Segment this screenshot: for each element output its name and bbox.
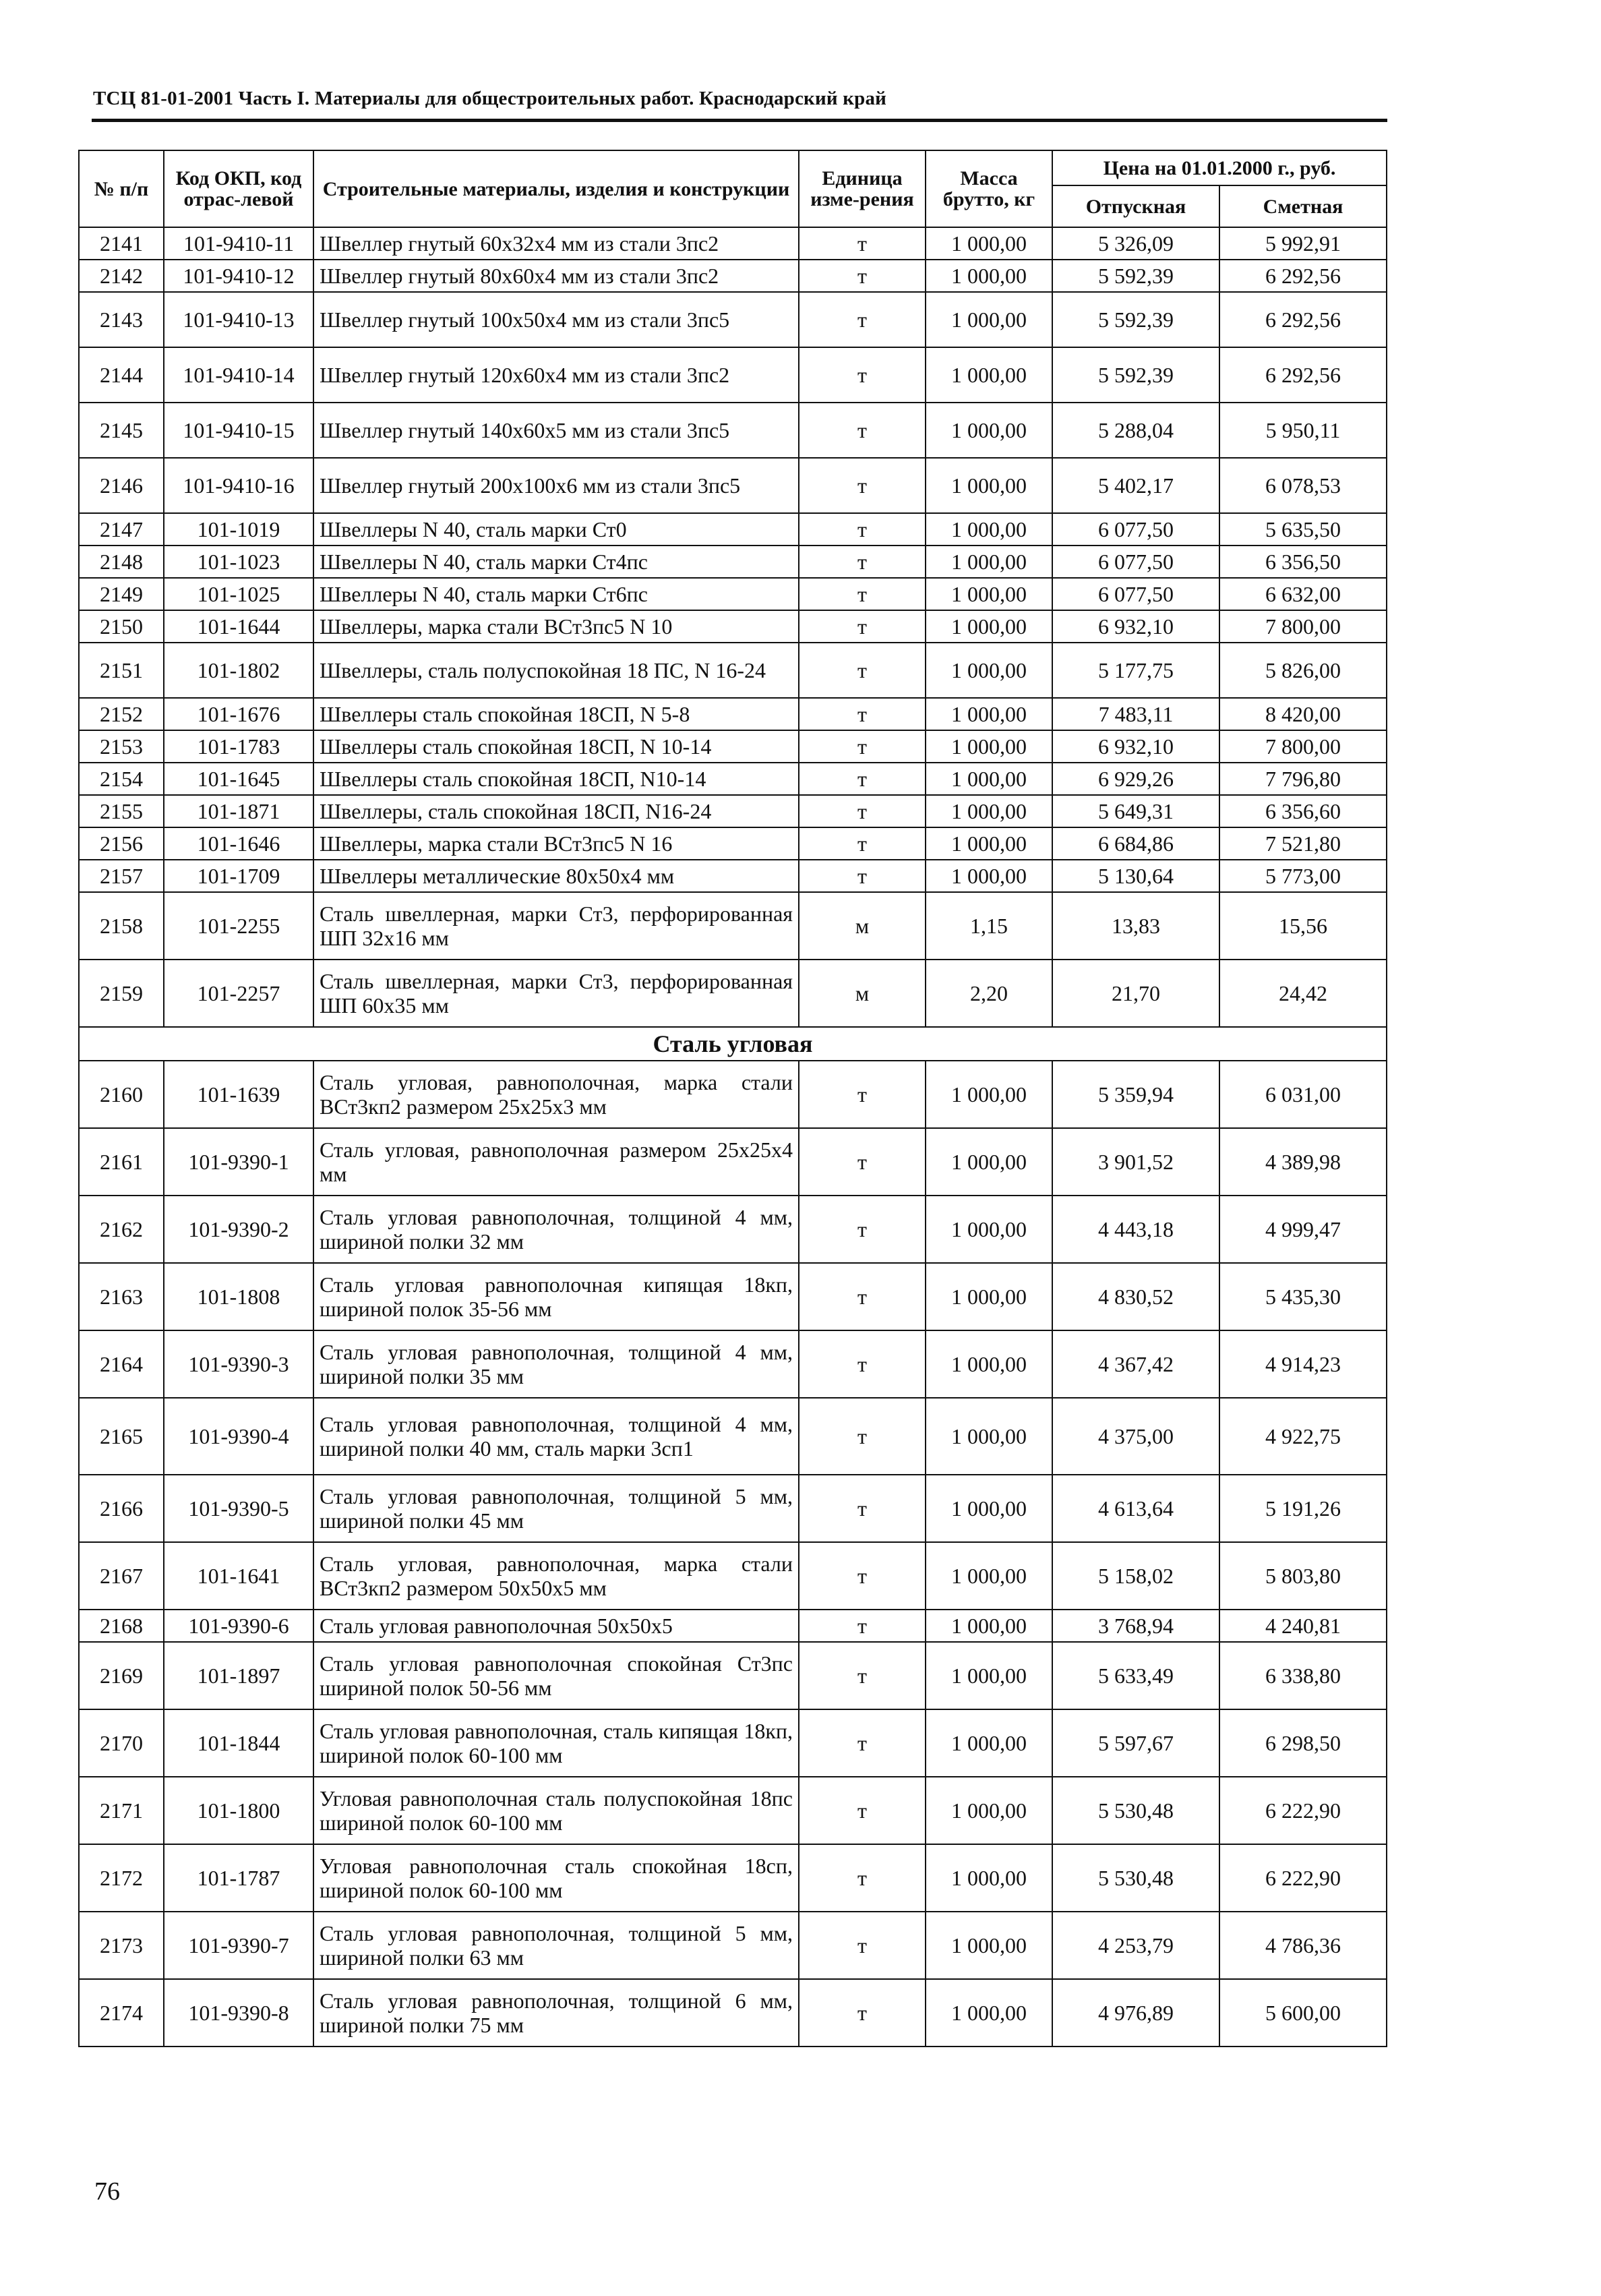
- cell-unit: т: [799, 260, 926, 292]
- cell-unit: т: [799, 643, 926, 698]
- cell-num: 2161: [79, 1128, 164, 1196]
- cell-name: Сталь швеллерная, марки Ст3, перфорированная ШП 60х35 мм: [313, 960, 799, 1027]
- table-row: [79, 458, 1387, 513]
- cell-p1: 5 649,31: [1052, 795, 1219, 827]
- cell-p1: 5 130,64: [1052, 860, 1219, 892]
- table-row: [79, 260, 1387, 292]
- cell-p1: 4 375,00: [1052, 1398, 1219, 1475]
- table-row: [79, 763, 1387, 795]
- cell-num: 2172: [79, 1844, 164, 1912]
- cell-p2: 5 191,26: [1219, 1475, 1387, 1542]
- cell-name: Сталь угловая равнополочная 50х50х5: [313, 1610, 799, 1642]
- cell-unit: т: [799, 1398, 926, 1475]
- cell-code: 101-9390-3: [164, 1330, 313, 1398]
- cell-mass: 1 000,00: [926, 546, 1052, 578]
- cell-unit: т: [799, 403, 926, 458]
- col-header-num: № п/п: [79, 150, 164, 227]
- cell-name: Сталь угловая равнополочная спокойная Ст3пс шириной полок 50-56 мм: [313, 1642, 799, 1709]
- cell-num: 2146: [79, 458, 164, 513]
- col-header-price-release: Отпускная: [1052, 185, 1219, 227]
- table-row: [79, 1128, 1387, 1196]
- table-row: [79, 1542, 1387, 1610]
- cell-num: 2150: [79, 610, 164, 643]
- cell-name: Сталь угловая, равнополочная, марка стали ВСт3кп2 размером 25х25х3 мм: [313, 1061, 799, 1128]
- table-row: [79, 860, 1387, 892]
- col-header-price-group: Цена на 01.01.2000 г., руб.: [1052, 150, 1387, 185]
- cell-code: 101-1023: [164, 546, 313, 578]
- cell-p1: 5 402,17: [1052, 458, 1219, 513]
- cell-code: 101-1641: [164, 1542, 313, 1610]
- cell-p1: 5 592,39: [1052, 260, 1219, 292]
- cell-unit: т: [799, 1979, 926, 2047]
- cell-code: 101-9390-4: [164, 1398, 313, 1475]
- cell-num: 2152: [79, 698, 164, 730]
- cell-num: 2159: [79, 960, 164, 1027]
- cell-code: 101-1871: [164, 795, 313, 827]
- cell-num: 2153: [79, 730, 164, 763]
- cell-unit: т: [799, 1844, 926, 1912]
- cell-p2: 5 992,91: [1219, 227, 1387, 260]
- cell-code: 101-9410-13: [164, 292, 313, 347]
- table-body-channels: [79, 227, 1387, 1027]
- cell-p2: 4 240,81: [1219, 1610, 1387, 1642]
- cell-num: 2164: [79, 1330, 164, 1398]
- cell-p1: 6 684,86: [1052, 827, 1219, 860]
- cell-mass: 1 000,00: [926, 1912, 1052, 1979]
- cell-code: 101-9390-1: [164, 1128, 313, 1196]
- cell-code: 101-1676: [164, 698, 313, 730]
- cell-p2: 4 389,98: [1219, 1128, 1387, 1196]
- cell-num: 2151: [79, 643, 164, 698]
- cell-unit: т: [799, 347, 926, 403]
- cell-name: Швеллеры, сталь полуспокойная 18 ПС, N 16-24: [313, 643, 799, 698]
- cell-unit: т: [799, 860, 926, 892]
- cell-mass: 1 000,00: [926, 1979, 1052, 2047]
- cell-num: 2163: [79, 1263, 164, 1330]
- cell-p2: 24,42: [1219, 960, 1387, 1027]
- col-header-name: Строительные материалы, изделия и конструкции: [313, 150, 799, 227]
- table-row: [79, 1844, 1387, 1912]
- cell-mass: 1 000,00: [926, 1475, 1052, 1542]
- cell-name: Сталь угловая равнополочная, сталь кипящая 18кп, шириной полок 60-100 мм: [313, 1709, 799, 1777]
- cell-unit: т: [799, 763, 926, 795]
- cell-mass: 1 000,00: [926, 227, 1052, 260]
- cell-p1: 5 177,75: [1052, 643, 1219, 698]
- cell-code: 101-9390-8: [164, 1979, 313, 2047]
- table-row: [79, 546, 1387, 578]
- cell-name: Швеллеры, сталь спокойная 18СП, N16-24: [313, 795, 799, 827]
- cell-unit: т: [799, 610, 926, 643]
- cell-name: Швеллер гнутый 60х32х4 мм из стали 3пс2: [313, 227, 799, 260]
- cell-name: Швеллеры N 40, сталь марки Ст0: [313, 513, 799, 546]
- table-row: [79, 1475, 1387, 1542]
- cell-unit: т: [799, 1642, 926, 1709]
- cell-name: Швеллеры, марка стали ВСт3пс5 N 16: [313, 827, 799, 860]
- cell-p1: 3 768,94: [1052, 1610, 1219, 1642]
- cell-code: 101-1709: [164, 860, 313, 892]
- cell-num: 2174: [79, 1979, 164, 2047]
- cell-num: 2155: [79, 795, 164, 827]
- cell-mass: 1 000,00: [926, 403, 1052, 458]
- cell-p2: 6 078,53: [1219, 458, 1387, 513]
- cell-unit: т: [799, 1061, 926, 1128]
- cell-code: 101-1800: [164, 1777, 313, 1844]
- cell-num: 2148: [79, 546, 164, 578]
- cell-unit: т: [799, 292, 926, 347]
- table-row: [79, 1777, 1387, 1844]
- cell-p2: 5 600,00: [1219, 1979, 1387, 2047]
- cell-code: 101-9410-15: [164, 403, 313, 458]
- cell-p1: 5 359,94: [1052, 1061, 1219, 1128]
- cell-num: 2142: [79, 260, 164, 292]
- table-row: [79, 1330, 1387, 1398]
- cell-p1: 6 929,26: [1052, 763, 1219, 795]
- cell-p1: 4 976,89: [1052, 1979, 1219, 2047]
- cell-name: Швеллеры сталь спокойная 18СП, N 5-8: [313, 698, 799, 730]
- cell-name: Сталь угловая равнополочная кипящая 18кп, шириной полок 35-56 мм: [313, 1263, 799, 1330]
- cell-p2: 6 356,50: [1219, 546, 1387, 578]
- cell-unit: т: [799, 1263, 926, 1330]
- cell-name: Швеллер гнутый 200х100х6 мм из стали 3пс5: [313, 458, 799, 513]
- cell-code: 101-1639: [164, 1061, 313, 1128]
- cell-num: 2144: [79, 347, 164, 403]
- cell-mass: 1 000,00: [926, 795, 1052, 827]
- cell-name: Угловая равнополочная сталь спокойная 18сп, шириной полок 60-100 мм: [313, 1844, 799, 1912]
- cell-mass: 1 000,00: [926, 1398, 1052, 1475]
- cell-mass: 1 000,00: [926, 1196, 1052, 1263]
- cell-code: 101-1787: [164, 1844, 313, 1912]
- cell-mass: 1 000,00: [926, 1642, 1052, 1709]
- table-row: [79, 1912, 1387, 1979]
- cell-p1: 3 901,52: [1052, 1128, 1219, 1196]
- cell-p1: 21,70: [1052, 960, 1219, 1027]
- table-row: [79, 578, 1387, 610]
- cell-code: 101-9390-7: [164, 1912, 313, 1979]
- cell-name: Швеллеры, марка стали ВСт3пс5 N 10: [313, 610, 799, 643]
- cell-num: 2162: [79, 1196, 164, 1263]
- cell-p1: 4 367,42: [1052, 1330, 1219, 1398]
- cell-name: Швеллеры сталь спокойная 18СП, N10-14: [313, 763, 799, 795]
- cell-p2: 6 292,56: [1219, 292, 1387, 347]
- cell-name: Сталь угловая равнополочная, толщиной 4 мм, шириной полки 35 мм: [313, 1330, 799, 1398]
- cell-num: 2143: [79, 292, 164, 347]
- cell-p1: 4 830,52: [1052, 1263, 1219, 1330]
- col-header-mass: Масса брутто, кг: [926, 150, 1052, 227]
- cell-num: 2141: [79, 227, 164, 260]
- cell-mass: 1 000,00: [926, 827, 1052, 860]
- table-row: [79, 960, 1387, 1027]
- cell-num: 2158: [79, 892, 164, 960]
- cell-code: 101-1897: [164, 1642, 313, 1709]
- cell-name: Швеллеры N 40, сталь марки Ст6пс: [313, 578, 799, 610]
- cell-unit: т: [799, 1128, 926, 1196]
- cell-name: Сталь угловая, равнополочная, марка стали ВСт3кп2 размером 50х50х5 мм: [313, 1542, 799, 1610]
- cell-mass: 1 000,00: [926, 1610, 1052, 1642]
- table-row: [79, 1263, 1387, 1330]
- cell-p2: 6 632,00: [1219, 578, 1387, 610]
- cell-code: 101-1808: [164, 1263, 313, 1330]
- table-row: [79, 730, 1387, 763]
- table-row: [79, 795, 1387, 827]
- cell-num: 2167: [79, 1542, 164, 1610]
- cell-p1: 4 443,18: [1052, 1196, 1219, 1263]
- cell-code: 101-9410-16: [164, 458, 313, 513]
- cell-mass: 1 000,00: [926, 1542, 1052, 1610]
- cell-num: 2157: [79, 860, 164, 892]
- cell-num: 2149: [79, 578, 164, 610]
- cell-mass: 1 000,00: [926, 458, 1052, 513]
- cell-mass: 1,15: [926, 892, 1052, 960]
- cell-name: Швеллеры N 40, сталь марки Ст4пс: [313, 546, 799, 578]
- cell-p2: 7 800,00: [1219, 730, 1387, 763]
- cell-code: 101-1025: [164, 578, 313, 610]
- cell-code: 101-1019: [164, 513, 313, 546]
- cell-code: 101-9390-2: [164, 1196, 313, 1263]
- table-row: [79, 892, 1387, 960]
- cell-unit: т: [799, 458, 926, 513]
- price-table: [78, 150, 1387, 2047]
- cell-name: Сталь швеллерная, марки Ст3, перфорированная ШП 32х16 мм: [313, 892, 799, 960]
- cell-unit: м: [799, 960, 926, 1027]
- table-row: [79, 610, 1387, 643]
- cell-name: Сталь угловая, равнополочная размером 25х25х4 мм: [313, 1128, 799, 1196]
- table-row: [79, 1709, 1387, 1777]
- cell-name: Швеллер гнутый 80х60х4 мм из стали 3пс2: [313, 260, 799, 292]
- cell-name: Сталь угловая равнополочная, толщиной 4 мм, шириной полки 32 мм: [313, 1196, 799, 1263]
- cell-name: Угловая равнополочная сталь полуспокойная 18пс шириной полок 60-100 мм: [313, 1777, 799, 1844]
- cell-mass: 1 000,00: [926, 860, 1052, 892]
- table-row: [79, 227, 1387, 260]
- col-header-code: Код ОКП, код отрас-левой: [164, 150, 313, 227]
- table-row: [79, 643, 1387, 698]
- cell-mass: 1 000,00: [926, 1128, 1052, 1196]
- cell-p2: 6 222,90: [1219, 1777, 1387, 1844]
- cell-mass: 1 000,00: [926, 513, 1052, 546]
- cell-mass: 1 000,00: [926, 763, 1052, 795]
- cell-unit: т: [799, 1610, 926, 1642]
- table-row: [79, 1642, 1387, 1709]
- cell-p1: 6 077,50: [1052, 546, 1219, 578]
- table-body-angles: [79, 1061, 1387, 2047]
- page-header: ТСЦ 81-01-2001 Часть I. Материалы для общестроительных работ. Краснодарский край: [93, 88, 887, 109]
- cell-code: 101-1844: [164, 1709, 313, 1777]
- cell-p1: 7 483,11: [1052, 698, 1219, 730]
- cell-unit: т: [799, 578, 926, 610]
- cell-num: 2160: [79, 1061, 164, 1128]
- cell-mass: 1 000,00: [926, 610, 1052, 643]
- cell-p1: 5 158,02: [1052, 1542, 1219, 1610]
- cell-mass: 1 000,00: [926, 292, 1052, 347]
- cell-p2: 6 356,60: [1219, 795, 1387, 827]
- cell-num: 2170: [79, 1709, 164, 1777]
- header-rule: [92, 119, 1387, 122]
- cell-mass: 1 000,00: [926, 578, 1052, 610]
- cell-code: 101-9390-5: [164, 1475, 313, 1542]
- cell-p1: 6 932,10: [1052, 610, 1219, 643]
- col-header-price-estimate: Сметная: [1219, 185, 1387, 227]
- table-row: [79, 1061, 1387, 1128]
- cell-p2: 4 999,47: [1219, 1196, 1387, 1263]
- cell-mass: 1 000,00: [926, 1061, 1052, 1128]
- cell-num: 2169: [79, 1642, 164, 1709]
- table-row: [79, 1398, 1387, 1475]
- cell-p1: 5 288,04: [1052, 403, 1219, 458]
- cell-p2: 5 803,80: [1219, 1542, 1387, 1610]
- cell-name: Сталь угловая равнополочная, толщиной 5 мм, шириной полки 63 мм: [313, 1912, 799, 1979]
- cell-name: Швеллер гнутый 120х60х4 мм из стали 3пс2: [313, 347, 799, 403]
- cell-p2: 5 950,11: [1219, 403, 1387, 458]
- cell-unit: т: [799, 1330, 926, 1398]
- page-number: 76: [94, 2177, 120, 2206]
- cell-unit: т: [799, 1475, 926, 1542]
- cell-code: 101-1645: [164, 763, 313, 795]
- section-title: Сталь угловая: [79, 1027, 1387, 1061]
- cell-unit: т: [799, 1542, 926, 1610]
- cell-p2: 6 031,00: [1219, 1061, 1387, 1128]
- table-row: [79, 292, 1387, 347]
- cell-unit: т: [799, 546, 926, 578]
- cell-name: Швеллер гнутый 100х50х4 мм из стали 3пс5: [313, 292, 799, 347]
- cell-unit: т: [799, 827, 926, 860]
- cell-code: 101-9390-6: [164, 1610, 313, 1642]
- cell-unit: т: [799, 227, 926, 260]
- cell-code: 101-9410-12: [164, 260, 313, 292]
- cell-p2: 6 298,50: [1219, 1709, 1387, 1777]
- cell-p2: 6 292,56: [1219, 347, 1387, 403]
- cell-p1: 13,83: [1052, 892, 1219, 960]
- table-row: [79, 1196, 1387, 1263]
- cell-unit: т: [799, 513, 926, 546]
- cell-p1: 4 253,79: [1052, 1912, 1219, 1979]
- cell-unit: м: [799, 892, 926, 960]
- table-row: [79, 513, 1387, 546]
- cell-mass: 1 000,00: [926, 1844, 1052, 1912]
- cell-num: 2165: [79, 1398, 164, 1475]
- cell-unit: т: [799, 1777, 926, 1844]
- cell-p2: 5 773,00: [1219, 860, 1387, 892]
- cell-name: Швеллер гнутый 140х60х5 мм из стали 3пс5: [313, 403, 799, 458]
- cell-p2: 4 922,75: [1219, 1398, 1387, 1475]
- cell-num: 2173: [79, 1912, 164, 1979]
- col-header-unit: Единица изме-рения: [799, 150, 926, 227]
- table-row: [79, 1979, 1387, 2047]
- cell-p2: 7 796,80: [1219, 763, 1387, 795]
- cell-name: Сталь угловая равнополочная, толщиной 6 мм, шириной полки 75 мм: [313, 1979, 799, 2047]
- cell-unit: т: [799, 1196, 926, 1263]
- cell-p1: 5 530,48: [1052, 1844, 1219, 1912]
- cell-p2: 6 338,80: [1219, 1642, 1387, 1709]
- cell-code: 101-9410-14: [164, 347, 313, 403]
- cell-p1: 5 592,39: [1052, 347, 1219, 403]
- cell-mass: 1 000,00: [926, 698, 1052, 730]
- cell-num: 2156: [79, 827, 164, 860]
- table-row: [79, 347, 1387, 403]
- cell-code: 101-1644: [164, 610, 313, 643]
- cell-p2: 4 786,36: [1219, 1912, 1387, 1979]
- cell-code: 101-2255: [164, 892, 313, 960]
- cell-code: 101-1783: [164, 730, 313, 763]
- cell-p2: 8 420,00: [1219, 698, 1387, 730]
- cell-code: 101-2257: [164, 960, 313, 1027]
- cell-p2: 7 800,00: [1219, 610, 1387, 643]
- table-row: [79, 698, 1387, 730]
- cell-p1: 5 326,09: [1052, 227, 1219, 260]
- cell-name: Швеллеры сталь спокойная 18СП, N 10-14: [313, 730, 799, 763]
- cell-p2: 5 435,30: [1219, 1263, 1387, 1330]
- cell-unit: т: [799, 730, 926, 763]
- cell-p1: 4 613,64: [1052, 1475, 1219, 1542]
- cell-num: 2171: [79, 1777, 164, 1844]
- cell-p2: 7 521,80: [1219, 827, 1387, 860]
- table-row: [79, 403, 1387, 458]
- table-row: [79, 1610, 1387, 1642]
- cell-num: 2145: [79, 403, 164, 458]
- cell-mass: 1 000,00: [926, 730, 1052, 763]
- cell-code: 101-1802: [164, 643, 313, 698]
- cell-p2: 15,56: [1219, 892, 1387, 960]
- cell-unit: т: [799, 1912, 926, 1979]
- cell-num: 2154: [79, 763, 164, 795]
- cell-p2: 4 914,23: [1219, 1330, 1387, 1398]
- cell-p2: 6 292,56: [1219, 260, 1387, 292]
- cell-p1: 5 633,49: [1052, 1642, 1219, 1709]
- cell-num: 2147: [79, 513, 164, 546]
- cell-name: Швеллеры металлические 80х50х4 мм: [313, 860, 799, 892]
- cell-p1: 6 932,10: [1052, 730, 1219, 763]
- cell-code: 101-9410-11: [164, 227, 313, 260]
- cell-p1: 5 530,48: [1052, 1777, 1219, 1844]
- cell-p1: 6 077,50: [1052, 578, 1219, 610]
- cell-mass: 1 000,00: [926, 1263, 1052, 1330]
- cell-num: 2168: [79, 1610, 164, 1642]
- cell-mass: 1 000,00: [926, 1709, 1052, 1777]
- cell-unit: т: [799, 1709, 926, 1777]
- cell-mass: 1 000,00: [926, 643, 1052, 698]
- cell-mass: 1 000,00: [926, 347, 1052, 403]
- cell-unit: т: [799, 795, 926, 827]
- cell-p1: 6 077,50: [1052, 513, 1219, 546]
- cell-mass: 1 000,00: [926, 260, 1052, 292]
- cell-p2: 5 826,00: [1219, 643, 1387, 698]
- table-row: [79, 827, 1387, 860]
- cell-mass: 1 000,00: [926, 1330, 1052, 1398]
- cell-mass: 1 000,00: [926, 1777, 1052, 1844]
- cell-p2: 5 635,50: [1219, 513, 1387, 546]
- cell-mass: 2,20: [926, 960, 1052, 1027]
- cell-code: 101-1646: [164, 827, 313, 860]
- cell-unit: т: [799, 698, 926, 730]
- cell-p2: 6 222,90: [1219, 1844, 1387, 1912]
- cell-name: Сталь угловая равнополочная, толщиной 5 мм, шириной полки 45 мм: [313, 1475, 799, 1542]
- cell-name: Сталь угловая равнополочная, толщиной 4 мм, шириной полки 40 мм, сталь марки 3сп1: [313, 1398, 799, 1475]
- cell-num: 2166: [79, 1475, 164, 1542]
- cell-p1: 5 597,67: [1052, 1709, 1219, 1777]
- cell-p1: 5 592,39: [1052, 292, 1219, 347]
